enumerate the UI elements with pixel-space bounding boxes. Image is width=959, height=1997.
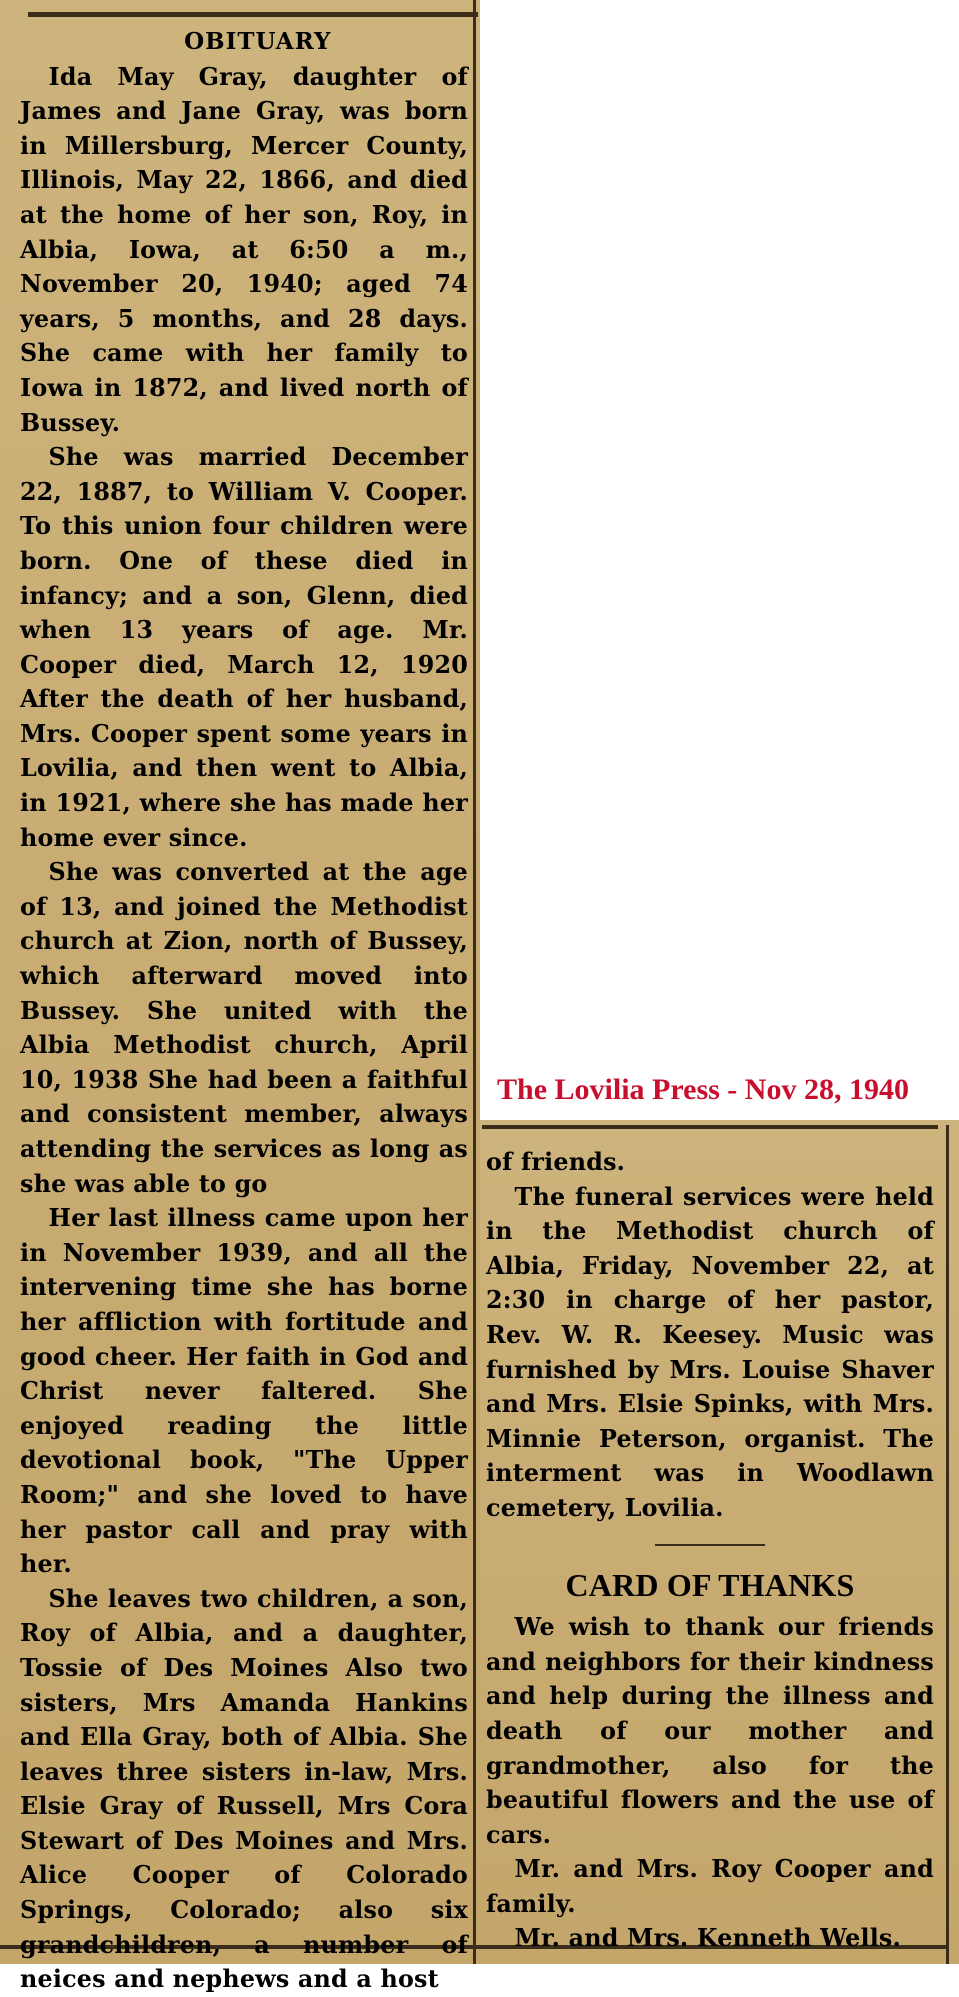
obituary-paragraph: She was married December 22, 1887, to William V. Cooper. To this union four children were born. One of these died in infancy; and a son, Glenn, died when 13 years of age. Mr. Cooper died, March 12, 1920 After the death of her husband, Mrs. Cooper spent some years in Lovilia, and then went to Albia, in 1921, where she has made her home ever since. — [20, 443, 468, 852]
right-edge-rule — [946, 1125, 949, 1964]
column-divider — [473, 0, 476, 1964]
funeral-paragraph: The funeral services were held in the Methodist church of Albia, Friday, November 22, at 2:30 in charge of her pastor, Rev. W. R. Keesey. Music was furnished by Mrs. Louise Shaver and Mrs. Elsie Spinks, with Mrs. Minnie Peterson, organist. The interment was in Woodlawn cemetery, Lovilia. — [486, 1182, 934, 1522]
continuation-text — [486, 1145, 934, 1956]
obituary-paragraph: Ida May Gray, daughter of James and Jane Gray, was born in Millersburg, Mercer County, Illinois, May 22, 1866, and died at the home of her son, Roy, in Albia, Iowa, at 6:50 a m., November 20, 1940; aged 74 years, 5 months, and 28 days. She came with her family to Iowa in 1872, and lived north of Bussey. — [20, 62, 468, 437]
obituary-heading: OBITUARY — [184, 28, 332, 55]
obituary-paragraph: She leaves two children, a son, Roy of Albia, and a daughter, Tossie of Des Moines Also two sisters, Mrs Amanda Hankins and Ella Gray, both of Albia. She leaves three sisters in-law, Mrs. Elsie Gray of Russell, Mrs Cora Stewart of Des Moines and Mrs. Alice Cooper of Colorado Springs, Colorado; also six grandchildren, a number of neices and nephews and a host — [20, 1584, 468, 1994]
signature-line: Mr. and Mrs. Roy Cooper and family. — [486, 1855, 934, 1918]
obituary-text — [20, 25, 468, 1997]
card-of-thanks-body: We wish to thank our friends and neighbors for their kindness and help during the illness and death of our mother and grandmother, also for the beautiful flowers and the use of cars. — [486, 1613, 934, 1849]
source-caption: The Lovilia Press - Nov 28, 1940 — [497, 1073, 909, 1106]
right-top-rule — [482, 1125, 938, 1129]
card-of-thanks-title: CARD OF THANKS — [565, 1566, 855, 1603]
continuation-paragraph: of friends. — [486, 1148, 626, 1176]
obituary-paragraph: Her last illness came upon her in November 1939, and all the intervening time she has borne her affliction with fortitude and good cheer. Her faith in God and Christ never faltered. She enjoyed reading the little devotional book, "The Upper Room;" and she loved to have her pastor call and pray with her. — [20, 1204, 468, 1579]
obituary-paragraph: She was converted at the age of 13, and joined the Methodist church at Zion, north of Bussey, which afterward moved into Bussey. She united with the Albia Methodist church, April 10, 1938 She had been a faithful and consistent member, always attending the services as long as she was able to go — [20, 858, 468, 1198]
signature-line: Mr. and Mrs. Kenneth Wells. — [514, 1924, 902, 1953]
top-rule — [28, 12, 478, 17]
section-divider — [655, 1544, 765, 1546]
